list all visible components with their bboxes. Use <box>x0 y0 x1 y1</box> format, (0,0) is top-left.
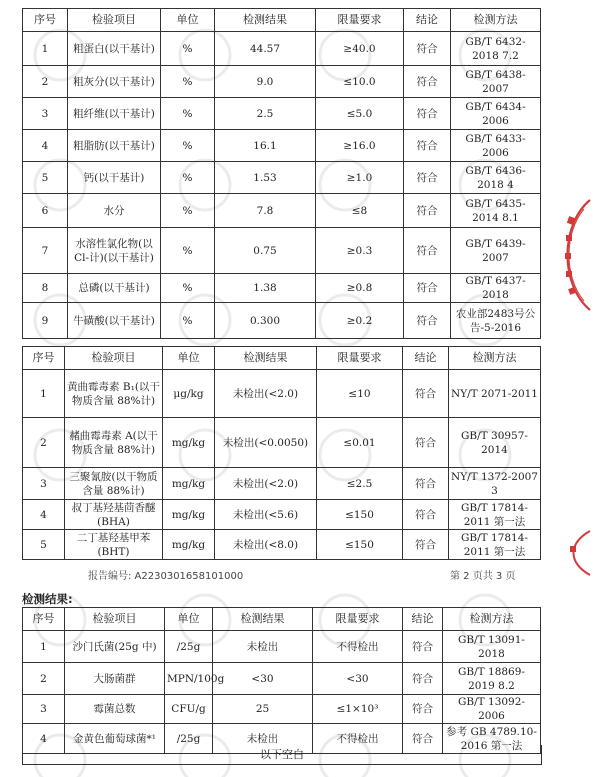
table-row <box>23 162 541 194</box>
col-header-item: 检验项目 <box>65 608 165 631</box>
cell-method: NY/T 1372-2007 3 <box>449 468 541 500</box>
cell-item: 粗脂肪(以干基计) <box>68 130 161 162</box>
cell-unit: % <box>161 162 215 194</box>
cell-result: 7.8 <box>215 194 316 228</box>
cell-method: GB/T 6438-2007 <box>451 66 541 98</box>
col-header-verdict: 结论 <box>404 9 451 32</box>
cell-no: 1 <box>23 370 65 418</box>
page-number-fragment: 第 2 页共 3 页 <box>450 571 516 582</box>
cell-no: 3 <box>23 695 65 724</box>
cell-unit: mg/kg <box>163 418 215 468</box>
cell-verdict: 符合 <box>403 418 449 468</box>
cell-verdict: 符合 <box>404 130 451 162</box>
cell-item: 霉菌总数 <box>65 695 165 724</box>
table-header-row <box>23 608 541 631</box>
table-row <box>23 695 541 724</box>
cell-limit: ≤150 <box>317 500 403 530</box>
col-header-unit: 单位 <box>163 347 215 370</box>
table-header-row <box>23 9 541 32</box>
col-header-result: 检测结果 <box>215 347 317 370</box>
cell-method: GB/T 6437-2018 <box>451 274 541 303</box>
cell-unit: % <box>161 130 215 162</box>
cell-limit: 不得检出 <box>313 724 403 754</box>
table-row <box>23 303 541 339</box>
table-row <box>23 663 541 695</box>
cell-verdict: 符合 <box>403 663 443 695</box>
cell-limit: ≥0.3 <box>316 228 404 274</box>
cell-no: 2 <box>23 66 68 98</box>
cell-method: GB/T 17814-2011 第一法 <box>449 500 541 530</box>
table-row <box>23 228 541 274</box>
cell-limit: ≥40.0 <box>316 32 404 66</box>
cell-verdict: 符合 <box>403 695 443 724</box>
cell-limit: 不得检出 <box>313 631 403 663</box>
table-row <box>23 418 541 468</box>
cell-unit: mg/kg <box>163 500 215 530</box>
cell-result: 25 <box>213 695 313 724</box>
cell-method: GB/T 6434-2006 <box>451 98 541 130</box>
cell-item: 赭曲霉毒素 A(以干物质含量 88%计) <box>65 418 163 468</box>
cell-method: NY/T 2071-2011 <box>449 370 541 418</box>
cell-limit: ≤2.5 <box>317 468 403 500</box>
cell-unit: % <box>161 194 215 228</box>
cell-item: 三聚氰胺(以干物质含量 88%计) <box>65 468 163 500</box>
col-header-result: 检测结果 <box>215 9 316 32</box>
cell-result: 未检出 <box>213 724 313 754</box>
cell-result: 0.300 <box>215 303 316 339</box>
cell-verdict: 符合 <box>404 32 451 66</box>
cell-item: 粗蛋白(以干基计) <box>68 32 161 66</box>
cell-limit: ≤150 <box>317 530 403 560</box>
cell-method: 参考 GB 4789.10-2016 第一法 <box>443 724 541 754</box>
cell-limit: ≤10.0 <box>316 66 404 98</box>
cell-item: 粗纤维(以干基计) <box>68 98 161 130</box>
cell-result: 未检出 <box>213 631 313 663</box>
cell-method: GB/T 6439-2007 <box>451 228 541 274</box>
cell-limit: ≤10 <box>317 370 403 418</box>
cell-limit: ≥1.0 <box>316 162 404 194</box>
col-header-method: 检测方法 <box>443 608 541 631</box>
col-header-limit: 限量要求 <box>313 608 403 631</box>
cell-result: 44.57 <box>215 32 316 66</box>
table-row <box>23 500 541 530</box>
cell-item: 粗灰分(以干基计) <box>68 66 161 98</box>
cell-unit: mg/kg <box>163 530 215 560</box>
cell-result: 16.1 <box>215 130 316 162</box>
cell-method: GB/T 18869-2019 8.2 <box>443 663 541 695</box>
table-basic-nutrients <box>22 8 540 339</box>
cell-item: 大肠菌群 <box>65 663 165 695</box>
cell-method: GB/T 13091-2018 <box>443 631 541 663</box>
cell-item: 总磷(以干基计) <box>68 274 161 303</box>
cell-method: GB/T 6433-2006 <box>451 130 541 162</box>
cell-item: 黄曲霉毒素 B₁(以干物质含量 88%计) <box>65 370 163 418</box>
cell-verdict: 符合 <box>404 274 451 303</box>
col-header-item: 检验项目 <box>65 347 163 370</box>
cell-verdict: 符合 <box>404 98 451 130</box>
cell-method: GB/T 17814-2011 第一法 <box>449 530 541 560</box>
col-header-no: 序号 <box>23 608 65 631</box>
cell-item: 叔丁基羟基茴香醚(BHA) <box>65 500 163 530</box>
cell-method: GB/T 6435-2014 8.1 <box>451 194 541 228</box>
cell-unit: % <box>161 32 215 66</box>
cell-limit: ≥16.0 <box>316 130 404 162</box>
cell-unit: μg/kg <box>163 370 215 418</box>
cell-no: 6 <box>23 194 68 228</box>
cell-no: 8 <box>23 274 68 303</box>
table-row <box>23 98 541 130</box>
cell-no: 4 <box>23 130 68 162</box>
blank-below-note: 以下空白 <box>22 745 542 765</box>
cell-unit: CFU/g <box>165 695 213 724</box>
cell-verdict: 符合 <box>404 66 451 98</box>
col-header-method: 检测方法 <box>451 9 541 32</box>
cell-result: 1.38 <box>215 274 316 303</box>
cell-unit: % <box>161 274 215 303</box>
col-header-result: 检测结果 <box>213 608 313 631</box>
section-title: 检测结果: <box>22 592 73 606</box>
cell-result: 未检出(<5.6) <box>215 500 317 530</box>
cell-no: 3 <box>23 468 65 500</box>
cell-method: GB/T 13092-2006 <box>443 695 541 724</box>
col-header-verdict: 结论 <box>403 347 449 370</box>
cell-limit: ≥0.2 <box>316 303 404 339</box>
cell-unit: % <box>161 228 215 274</box>
cell-no: 1 <box>23 32 68 66</box>
cell-no: 9 <box>23 303 68 339</box>
seal-stamp-icon <box>550 528 594 578</box>
cell-method: GB/T 6432-2018 7.2 <box>451 32 541 66</box>
cell-no: 7 <box>23 228 68 274</box>
cell-item: 水分 <box>68 194 161 228</box>
cell-limit: ≤5.0 <box>316 98 404 130</box>
cell-verdict: 符合 <box>403 530 449 560</box>
col-header-verdict: 结论 <box>403 608 443 631</box>
cell-no: 1 <box>23 631 65 663</box>
col-header-limit: 限量要求 <box>316 9 404 32</box>
cell-result: 未检出(<2.0) <box>215 468 317 500</box>
seal-stamp-icon <box>550 195 594 315</box>
cell-item: 水溶性氯化物(以Cl-计)(以干基计) <box>68 228 161 274</box>
table-row <box>23 274 541 303</box>
cell-method: GB/T 6436-2018 4 <box>451 162 541 194</box>
cell-method: 农业部2483号公告-5-2016 <box>451 303 541 339</box>
cell-no: 4 <box>23 724 65 754</box>
cell-no: 5 <box>23 162 68 194</box>
table-microbiology <box>22 607 540 754</box>
cell-item: 金黄色葡萄球菌*¹ <box>65 724 165 754</box>
cell-unit: MPN/100g <box>165 663 213 695</box>
cell-verdict: 符合 <box>404 228 451 274</box>
col-header-method: 检测方法 <box>449 347 541 370</box>
cell-unit: /25g <box>165 724 213 754</box>
cell-result: 未检出(<8.0) <box>215 530 317 560</box>
table-row <box>23 194 541 228</box>
cell-result: 1.53 <box>215 162 316 194</box>
cell-verdict: 符合 <box>403 370 449 418</box>
cell-unit: % <box>161 66 215 98</box>
report-number-fragment: 报告编号: A2230301658101000 <box>88 571 244 582</box>
table-contaminants <box>22 346 540 560</box>
cell-item: 沙门氏菌(25g 中) <box>65 631 165 663</box>
cell-no: 3 <box>23 98 68 130</box>
cell-no: 2 <box>23 663 65 695</box>
col-header-item: 检验项目 <box>68 9 161 32</box>
cell-item: 钙(以干基计) <box>68 162 161 194</box>
cell-method: GB/T 30957-2014 <box>449 418 541 468</box>
cell-result: 0.75 <box>215 228 316 274</box>
cell-limit: ≥0.8 <box>316 274 404 303</box>
table-row <box>23 66 541 98</box>
cell-limit: ≤8 <box>316 194 404 228</box>
cell-no: 5 <box>23 530 65 560</box>
cell-limit: ≤0.01 <box>317 418 403 468</box>
cell-item: 牛磺酸(以干基计) <box>68 303 161 339</box>
cell-unit: % <box>161 303 215 339</box>
cell-verdict: 符合 <box>403 724 443 754</box>
cell-verdict: 符合 <box>403 468 449 500</box>
table-row <box>23 631 541 663</box>
cell-no: 2 <box>23 418 65 468</box>
cell-no: 4 <box>23 500 65 530</box>
col-header-unit: 单位 <box>165 608 213 631</box>
cell-result: 未检出(<2.0) <box>215 370 317 418</box>
cell-limit: <30 <box>313 663 403 695</box>
cell-limit: ≤1×10³ <box>313 695 403 724</box>
table-row <box>23 468 541 500</box>
cell-unit: /25g <box>165 631 213 663</box>
cell-item: 二丁基羟基甲苯(BHT) <box>65 530 163 560</box>
cell-verdict: 符合 <box>404 303 451 339</box>
table-header-row <box>23 347 541 370</box>
col-header-no: 序号 <box>23 347 65 370</box>
cell-result: 未检出(<0.0050) <box>215 418 317 468</box>
cell-result: 9.0 <box>215 66 316 98</box>
cell-result: <30 <box>213 663 313 695</box>
cell-verdict: 符合 <box>404 194 451 228</box>
col-header-limit: 限量要求 <box>317 347 403 370</box>
cell-unit: mg/kg <box>163 468 215 500</box>
col-header-no: 序号 <box>23 9 68 32</box>
table-row <box>23 130 541 162</box>
cell-verdict: 符合 <box>404 162 451 194</box>
table-row <box>23 32 541 66</box>
cell-result: 2.5 <box>215 98 316 130</box>
cell-verdict: 符合 <box>403 631 443 663</box>
table-row <box>23 530 541 560</box>
cell-unit: % <box>161 98 215 130</box>
cell-verdict: 符合 <box>403 500 449 530</box>
col-header-unit: 单位 <box>161 9 215 32</box>
table-row <box>23 370 541 418</box>
